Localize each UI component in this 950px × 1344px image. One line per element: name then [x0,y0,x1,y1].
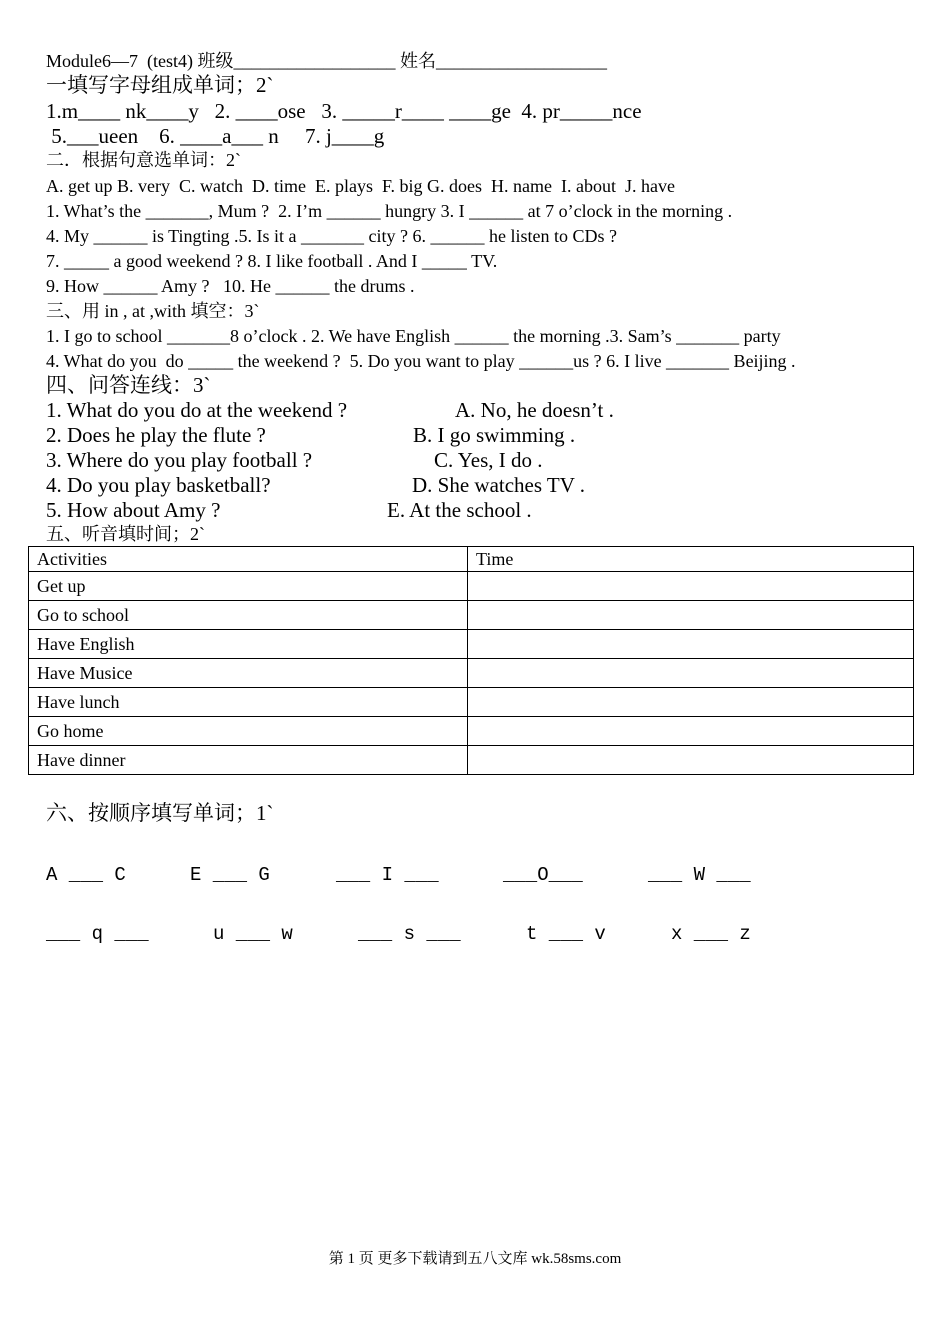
header-line: Module6—7 (test4) 班级__________________ 姓名___________________ [46,51,607,71]
time-cell[interactable] [468,659,914,688]
table-header-cell: Time [468,547,914,572]
letter-sequence: E ___ G [190,864,270,886]
section3-line: 4. What do you do _____ the weekend ? 5. Do you want to play ______us ? 6. I live _______ Beijing . [46,351,796,371]
section2-line: 4. My ______ is Tingting .5. Is it a _______ city ? 6. ______ he listen to CDs ? [46,226,618,246]
page-footer: 第 1 页 更多下载请到五八文库 wk.58sms.com [328,1251,622,1267]
time-cell[interactable] [468,601,914,630]
letter-sequence: A ___ C [46,864,126,886]
activity-cell: Get up [29,572,468,601]
activity-cell: Go to school [29,601,468,630]
section1-line2: 5.___ueen 6. ____a___ n 7. j____g [46,124,385,148]
letter-sequence: t ___ v [526,923,606,945]
time-cell[interactable] [468,688,914,717]
activity-cell: Have English [29,630,468,659]
section1-line1: 1.m____ nk____y 2. ____ose 3. _____r____ ____ge 4. pr_____nce [46,99,642,123]
match-question: 3. Where do you play football ? [46,448,313,472]
time-cell[interactable] [468,630,914,659]
time-cell[interactable] [468,746,914,775]
section2-title: 二．根据句意选单词：2` [46,150,241,170]
activity-cell: Have Musice [29,659,468,688]
table-row [29,717,914,746]
activity-cell: Have dinner [29,746,468,775]
match-question: 5. How about Amy ? [46,498,221,522]
section3-title: 三、用 in , at ,with 填空：3` [46,301,260,321]
section3-line: 1. I go to school _______8 o’clock . 2. We have English ______ the morning .3. Sam’s _______ party [46,326,781,346]
letter-sequence: ___ s ___ [358,923,461,945]
section2-line: 7. _____ a good weekend ? 8. I like football . And I _____ TV. [46,251,498,271]
match-answer: A. No, he doesn’t . [455,398,614,422]
table-row [29,659,914,688]
match-answer: B. I go swimming . [413,423,576,447]
section2-line: 9. How ______ Amy ? 10. He ______ the drums . [46,276,415,296]
section5-title: 五、听音填时间；2` [46,524,205,544]
match-question: 2. Does he play the flute ? [46,423,266,447]
table-header-row [29,547,914,572]
activity-cell: Have lunch [29,688,468,717]
section2-options: A. get up B. very C. watch D. time E. plays F. big G. does H. name I. about J. have [46,176,675,196]
table-row [29,688,914,717]
letter-sequence: ___ W ___ [648,864,751,886]
table-row [29,746,914,775]
table-row [29,601,914,630]
table-header-cell: Activities [29,547,468,572]
time-table [28,546,914,775]
activity-cell: Go home [29,717,468,746]
table-row [29,572,914,601]
letter-sequence: u ___ w [213,923,293,945]
time-cell[interactable] [468,572,914,601]
match-question: 4. Do you play basketball? [46,473,271,497]
match-question: 1. What do you do at the weekend ? [46,398,348,422]
section6-title: 六、按顺序填写单词；1` [46,801,274,825]
letter-sequence: x ___ z [671,923,751,945]
time-cell[interactable] [468,717,914,746]
section1-title: 一填写字母组成单词；2` [46,73,274,97]
match-answer: D. She watches TV . [412,473,586,497]
letter-sequence: ___O___ [503,864,583,886]
section4-title: 四、问答连线：3` [46,373,211,397]
letter-sequence: ___ I ___ [336,864,439,886]
match-answer: E. At the school . [387,498,532,522]
letter-sequence: ___ q ___ [46,923,149,945]
section2-line: 1. What’s the _______, Mum ? 2. I’m ______ hungry 3. I ______ at 7 o’clock in the morning . [46,201,733,221]
table-row [29,630,914,659]
match-answer: C. Yes, I do . [434,448,543,472]
